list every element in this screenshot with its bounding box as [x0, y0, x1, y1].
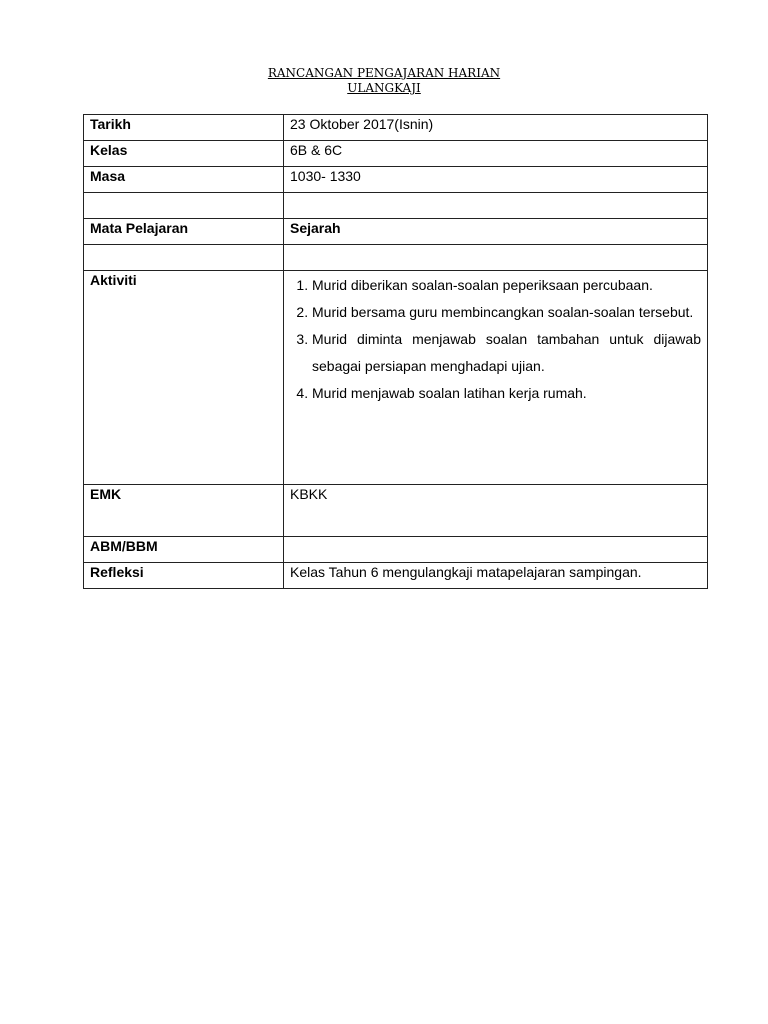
label-tarikh: Tarikh [84, 115, 284, 141]
lesson-plan-table [83, 114, 708, 589]
value-emk: KBKK [284, 485, 708, 537]
empty-cell [284, 245, 708, 271]
label-mata-pelajaran: Mata Pelajaran [84, 219, 284, 245]
empty-cell [84, 245, 284, 271]
label-refleksi: Refleksi [84, 563, 284, 589]
label-masa: Masa [84, 167, 284, 193]
value-tarikh: 23 Oktober 2017(Isnin) [284, 115, 708, 141]
label-kelas: Kelas [84, 141, 284, 167]
value-kelas: 6B & 6C [284, 141, 708, 167]
aktiviti-list [290, 272, 701, 407]
label-aktiviti: Aktiviti [84, 271, 284, 485]
empty-cell [84, 193, 284, 219]
aktiviti-item: 3. Murid diminta menjawab soalan tambahan untuk dijawab sebagai persiapan menghadapi ujian. [312, 326, 701, 380]
row-empty-2 [84, 245, 708, 271]
aktiviti-item: 2. Murid bersama guru membincangkan soalan-soalan tersebut. [312, 299, 701, 326]
value-mata-pelajaran: Sejarah [284, 219, 708, 245]
value-aktiviti [284, 271, 708, 485]
row-tarikh [84, 115, 708, 141]
value-masa: 1030- 1330 [284, 167, 708, 193]
row-refleksi [84, 563, 708, 589]
document-title: RANCANGAN PENGAJARAN HARIAN [267, 66, 501, 80]
aktiviti-item: 1. Murid diberikan soalan-soalan peperiksaan percubaan. [312, 272, 701, 299]
row-emk [84, 485, 708, 537]
row-masa [84, 167, 708, 193]
row-kelas [84, 141, 708, 167]
value-abm-bbm [284, 537, 708, 563]
empty-cell [284, 193, 708, 219]
aktiviti-item: 4. Murid menjawab soalan latihan kerja rumah. [312, 380, 701, 407]
label-abm-bbm: ABM/BBM [84, 537, 284, 563]
row-empty-1 [84, 193, 708, 219]
row-aktiviti [84, 271, 708, 485]
label-emk: EMK [84, 485, 284, 537]
row-mata-pelajaran [84, 219, 708, 245]
value-refleksi: Kelas Tahun 6 mengulangkaji matapelajaran sampingan. [284, 563, 708, 589]
row-abm-bbm [84, 537, 708, 563]
document-subtitle: ULANGKAJI [347, 81, 421, 95]
document-header [0, 66, 768, 96]
